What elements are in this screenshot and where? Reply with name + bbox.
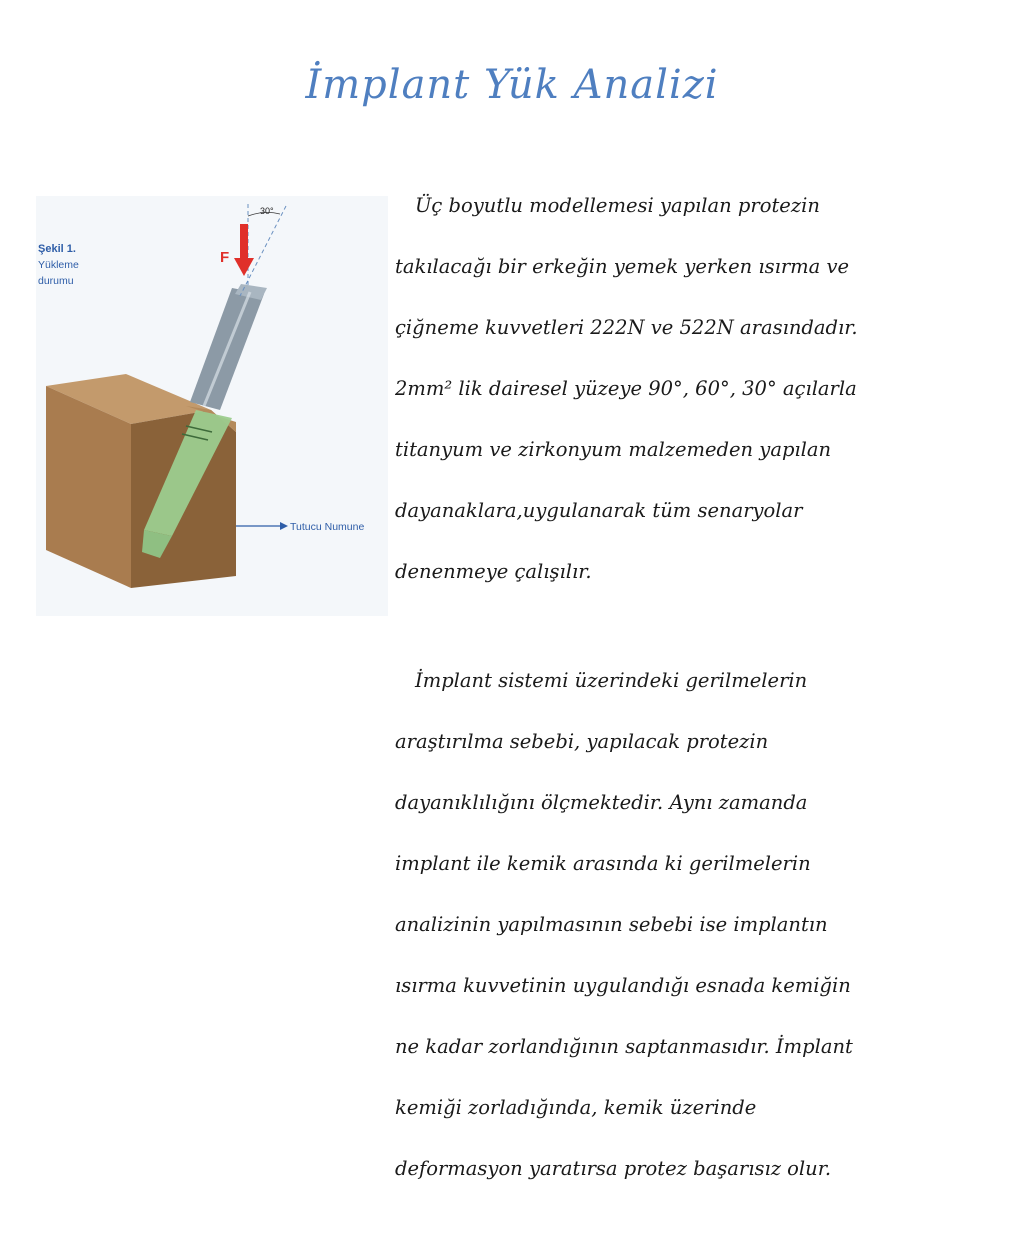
paragraph-2-line: ne kadar zorlandığının saptanmasıdır. İmplant [395, 1035, 853, 1058]
paragraph-1-line: dayanaklara,uygulanarak tüm senaryolar [395, 498, 803, 522]
paragraph-2-line: dayanıklılığını ölçmektedir. Aynı zamanda [395, 791, 808, 814]
paragraph-2-line: ısırma kuvvetinin uygulandığı esnada kemiğin [395, 974, 851, 997]
paragraph-2 [395, 636, 1013, 1216]
angle-label: 30° [260, 206, 274, 216]
paragraph-1-line: çiğneme kuvvetleri 222N ve 522N arasındadır. [395, 315, 858, 339]
implant-diagram [36, 196, 388, 616]
paragraph-1-line: titanyum ve zirkonyum malzemeden yapılan [395, 437, 832, 461]
paragraph-1-line: denenmeye çalışılır. [395, 559, 592, 583]
paragraph-2-line: araştırılma sebebi, yapılacak protezin [395, 730, 769, 753]
paragraph-2-line: deformasyon yaratırsa protez başarısız olur. [395, 1157, 832, 1180]
holder-label: Tutucu Numune [290, 521, 365, 533]
paragraph-1-line: takılacağı bir erkeğin yemek yerken ısırma ve [395, 254, 850, 278]
paragraph-1 [395, 160, 1013, 618]
figure-caption-title: Şekil 1. [38, 243, 76, 255]
paragraph-2-line: İmplant sistemi üzerindeki gerilmelerin [415, 669, 808, 692]
slide-title: İmplant Yük Analizi [305, 62, 719, 108]
paragraph-2-line: kemiği zorladığında, kemik üzerinde [395, 1096, 757, 1119]
paragraph-2-line: analizinin yapılmasının sebebi ise implantın [395, 913, 828, 936]
figure-caption-line3: durumu [38, 275, 74, 287]
paragraph-2-line: implant ile kemik arasında ki gerilmelerin [395, 852, 811, 875]
paragraph-1-line: 2mm² lik dairesel yüzeye 90°, 60°, 30° açılarla [395, 376, 857, 400]
body-text [395, 160, 1013, 1233]
force-arrow-shaft [240, 224, 248, 260]
figure-caption-line2: Yükleme [38, 259, 79, 271]
loading-figure [36, 196, 388, 616]
paragraph-1-line: Üç boyutlu modellemesi yapılan protezin [415, 193, 820, 217]
force-label: F [220, 249, 230, 266]
